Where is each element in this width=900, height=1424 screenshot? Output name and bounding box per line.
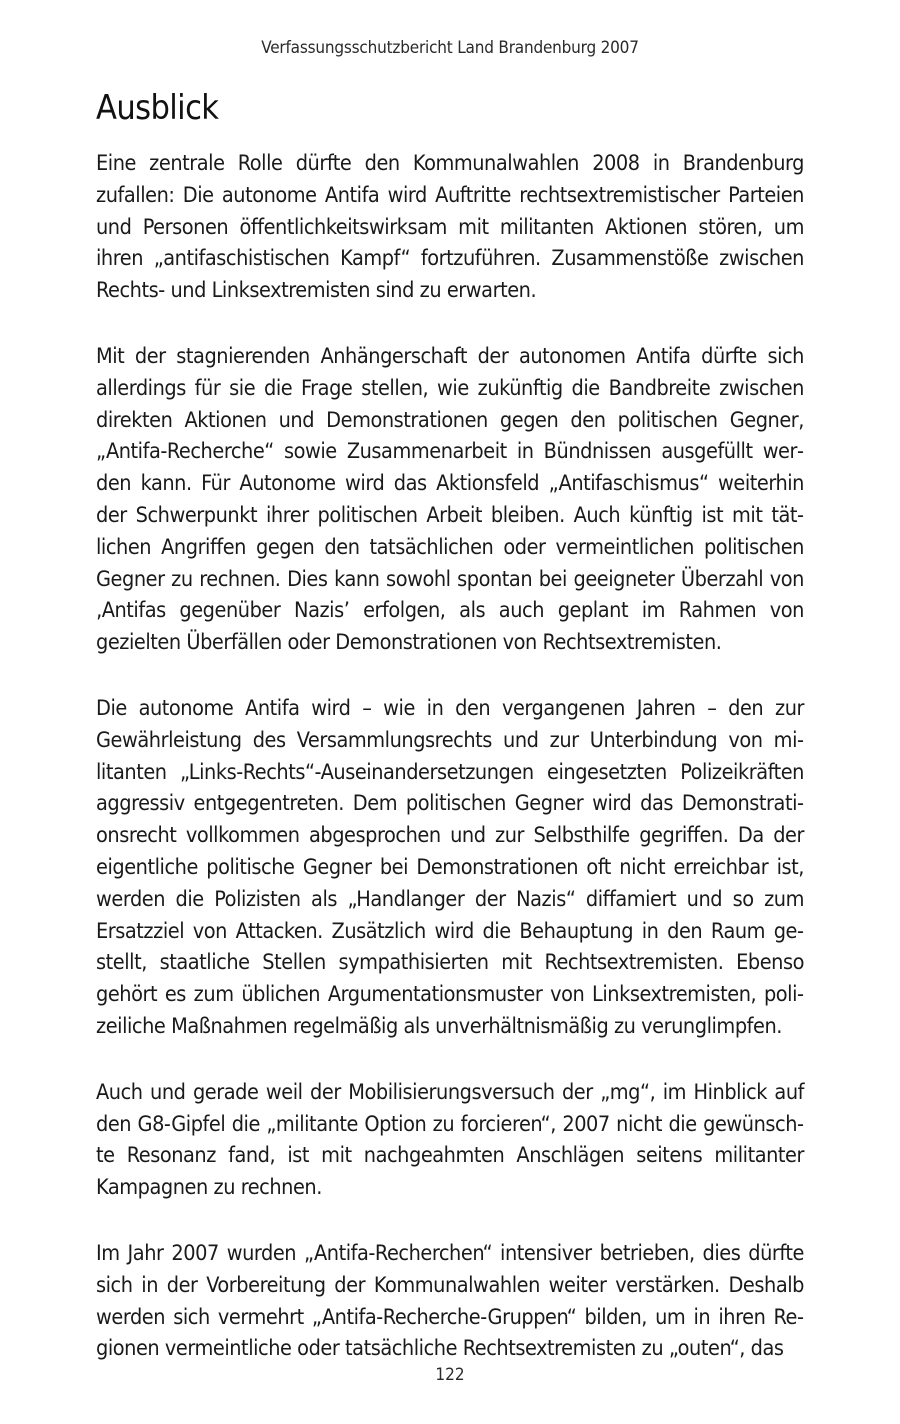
paragraph-polizeikraefte: Die autonome Antifa wird – wie in den vergangenen Jahren – den zur Gewährleistung des Versammlungsrechts und zur Unterbindung von militanten „Links-Rechts“-Auseinandersetzungen eingesetzten Polizeikräften aggressiv entgegentreten. Dem politischen Gegner wird das Demonstrationsrecht vollkommen abgesprochen und zur Selbsthilfe gegriffen. Da der eigentliche politische Gegner bei Demonstrationen oft nicht erreichbar ist, werden die Polizisten als „Handlanger der Nazis“ diffamiert und so zum Ersatzziel von Attacken. Zusätzlich wird die Behauptung in den Raum gestellt, staatliche Stellen sympathisierten mit Rechtsextremisten. Ebenso gehört es zum üblichen Argumentationsmuster von Linksextremisten, polizeiliche Maßnahmen regelmäßig als unverhältnismäßig zu verunglimpfen. (96, 695, 804, 1039)
body-text (96, 148, 804, 1399)
section-heading: Ausblick (96, 88, 219, 128)
paragraph-kommunalwahlen: Eine zentrale Rolle dürfte den Kommunalwahlen 2008 in Brandenburg zufallen: Die autonome Antifa wird Auftritte rechtsextremistischer Parteien und Personen öffentlichkeitswirksam mit militanten Aktionen stören, um ihren „antifaschistischen Kampf“ fortzuführen. Zusammenstöße zwischen Rechts- und Linksextremisten sind zu erwarten. (96, 151, 804, 304)
paragraph-antifa-recherchen: Im Jahr 2007 wurden „Antifa-Recherchen“ intensiver betrieben, dies dürfte sich in der Vorbereitung der Kommunalwahlen weiter verstärken. Deshalb werden sich vermehrt „Antifa-Recherche-Gruppen“ bilden, um in ihren Regionen vermeintliche oder tatsächliche Rechtsextremisten zu „outen“, das (96, 1240, 804, 1362)
paragraph-mobilisierungsversuch: Auch und gerade weil der Mobilisierungsversuch der „mg“, im Hinblick auf den G8-Gipfel die „militante Option zu forcieren“, 2007 nicht die gewünschte Resonanz fand, ist mit nachgeahmten Anschlägen seitens militanter Kampagnen zu rechnen. (96, 1079, 804, 1201)
paragraph-anhaengerschaft: Mit der stagnierenden Anhängerschaft der autonomen Antifa dürfte sich allerdings für sie die Frage stellen, wie zukünftig die Bandbreite zwischen direkten Aktionen und Demonstrationen gegen den politischen Gegner, „Antifa-Recherche“ sowie Zusammenarbeit in Bündnissen ausgefüllt werden kann. Für Autonome wird das Aktionsfeld „Antifaschismus“ weiterhin der Schwerpunkt ihrer politischen Arbeit bleiben. Auch künftig ist mit tätlichen Angriffen gegen den tatsächlichen oder vermeintlichen politischen Gegner zu rechnen. Dies kann sowohl spontan bei geeigneter Überzahl von ‚Antifas gegenüber Nazis’ erfolgen, als auch geplant im Rahmen von gezielten Überfällen oder Demonstrationen von Rechtsextremisten. (96, 343, 804, 656)
page-number: 122 (435, 1365, 465, 1385)
running-header: Verfassungsschutzbericht Land Brandenburg 2007 (261, 38, 639, 58)
